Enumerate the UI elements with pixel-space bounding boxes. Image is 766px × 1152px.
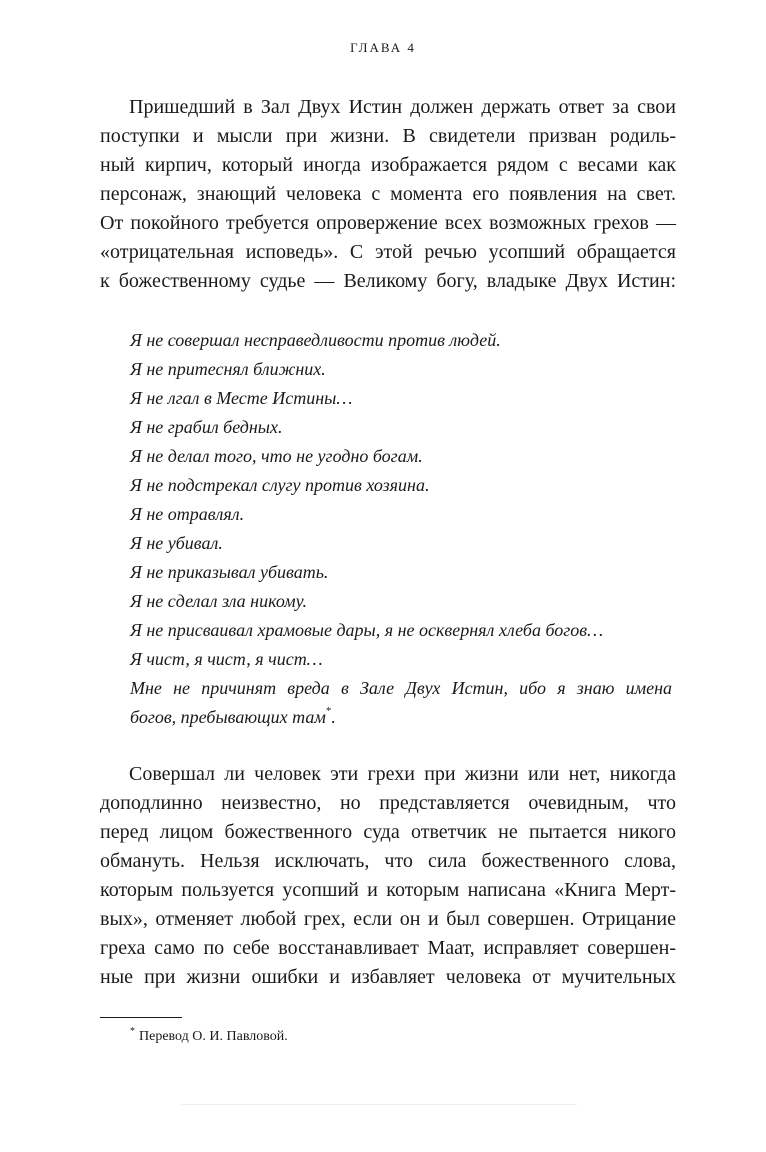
page-bottom-divider [181, 1104, 577, 1105]
text-line: греха само по себе восстанавливает Маат, исправляет совершен- [100, 937, 676, 959]
text-line: которым пользуется усопший и которым написана «Книга Мерт- [100, 879, 676, 901]
footnote-marker[interactable]: * [325, 705, 332, 717]
verse-line-last [130, 703, 672, 732]
text-line: Совершал ли человек эти грехи при жизни или нет, никогда [129, 763, 676, 785]
verse-line: Я не приказывал убивать. [130, 562, 329, 582]
text-line: перед лицом божественного суда ответчик не пытается никого [100, 821, 676, 843]
verse-line: Я чист, я чист, я чист… [130, 649, 323, 669]
verse-line: Я не делал того, что не угодно богам. [130, 446, 423, 466]
text-line: ные при жизни ошибки и избавляет человека от мучительных [100, 966, 676, 988]
paragraph-conclusion [100, 760, 676, 992]
verse-line: Я не притеснял ближних. [130, 359, 326, 379]
verse-line: Мне не причинят вреда в Зале Двух Истин, ибо я знаю имена [130, 678, 672, 698]
verse-line: Я не отравлял. [130, 504, 245, 524]
text-line: вых», отменяет любой грех, если он и был совершен. Отрицание [100, 908, 676, 930]
paragraph-intro [100, 93, 676, 296]
text-line: доподлинно неизвестно, но представляется очевидным, что [100, 792, 676, 814]
verse-line-end: . [331, 707, 336, 727]
footnote-text: Перевод О. И. Павловой. [139, 1029, 288, 1044]
negative-confession-quote [130, 326, 672, 732]
text-line: обмануть. Нельзя исключать, что сила божественного слова, [100, 850, 676, 872]
verse-line-text: богов, пребывающих там [130, 707, 326, 727]
text-line: «отрицательная исповедь». С этой речью усопший обращается [100, 241, 676, 263]
chapter-header: ГЛАВА 4 [350, 40, 416, 55]
verse-line: Я не убивал. [130, 533, 223, 553]
footnote-symbol: * [130, 1026, 135, 1038]
text-line: персонаж, знающий человека с момента его появления на свет. [100, 183, 676, 205]
text-line: ный кирпич, который иногда изображается рядом с весами как [100, 154, 676, 176]
verse-line: Я не грабил бедных. [130, 417, 283, 437]
verse-line: Я не совершал несправедливости против людей. [130, 330, 501, 350]
verse-line: Я не сделал зла никому. [130, 591, 307, 611]
verse-line: Я не подстрекал слугу против хозяина. [130, 475, 430, 495]
text-line: поступки и мысли при жизни. В свидетели призван родиль- [100, 125, 676, 147]
footnote-divider [100, 1017, 182, 1018]
text-line: к божественному судье — Великому богу, владыке Двух Истин: [100, 270, 676, 292]
text-line: От покойного требуется опровержение всех возможных грехов — [100, 212, 676, 234]
text-line: Пришедший в Зал Двух Истин должен держать ответ за свои [129, 96, 676, 118]
verse-line: Я не присваивал храмовые дары, я не осквернял хлеба богов… [130, 620, 604, 640]
footnote [130, 1027, 288, 1047]
verse-line: Я не лгал в Месте Истины… [130, 388, 353, 408]
